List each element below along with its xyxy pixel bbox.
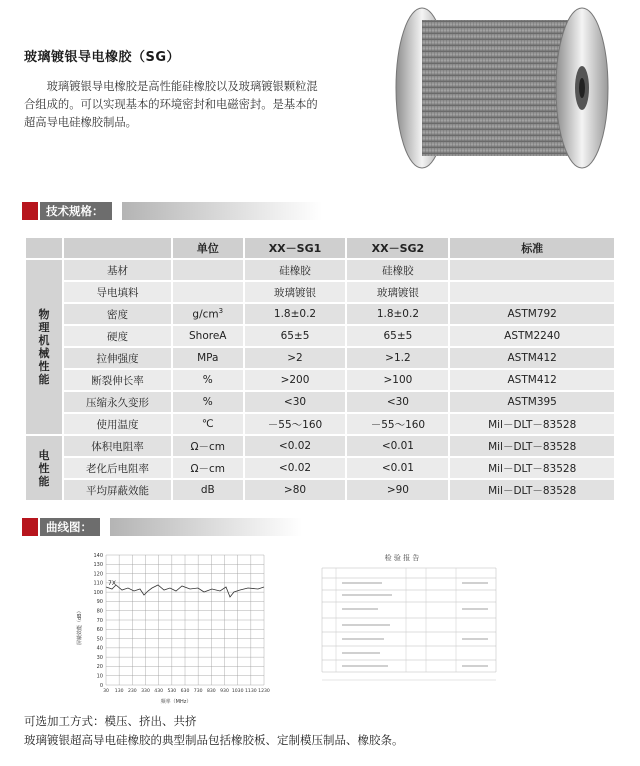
table-row [26,370,614,390]
row-sg1: <30 [245,392,346,412]
x-axis-label: 频率（MHz） [160,699,192,705]
row-sg2: 1.8±0.2 [347,304,448,324]
y-tick-label: 110 [93,580,103,587]
row-unit: ℃ [173,414,243,434]
table-row [26,282,614,302]
graph-grid [106,555,264,685]
inspection-report-thumbnail [316,548,506,690]
x-tick-label: 930 [220,689,229,694]
table-row [26,458,614,478]
row-sg1: 硅橡胶 [245,260,346,280]
row-sg1: >2 [245,348,346,368]
y-tick-label: 120 [93,571,103,578]
row-standard [450,282,614,302]
x-tick-label: 230 [127,689,137,694]
header-sg2: XX－SG2 [347,238,448,258]
product-title: 玻璃镀银导电橡胶（SG） [24,50,181,65]
row-unit [173,282,243,302]
x-tick-label: 1230 [258,689,270,694]
row-item: 断裂伸长率 [64,370,171,390]
row-sg2: <30 [347,392,448,412]
product-intro: 玻璃镀银导电橡胶是高性能硅橡胶以及玻璃镀银颗粒混合组成的。可以实现基本的环境密封和电磁密封。是基本的超高导电硅橡胶制品。 [24,80,318,129]
curve-section-header [22,518,302,536]
row-sg1: 玻璃镀银 [245,282,346,302]
row-item: 使用温度 [64,414,171,434]
x-tick-label: 130 [114,689,124,694]
table-row [26,480,614,500]
table-row [26,326,614,346]
section-marker [22,202,38,220]
x-tick-label: 830 [206,689,216,694]
row-standard: ASTM395 [450,392,614,412]
group-electrical: 电性能 [26,436,62,500]
row-sg2: >100 [347,370,448,390]
y-tick-label: 90 [96,599,103,606]
row-sg1: －55～160 [245,414,346,434]
row-standard: ASTM412 [450,370,614,390]
table-row [26,414,614,434]
y-tick-label: 30 [96,654,103,661]
row-sg1: <0.02 [245,458,346,478]
x-tick-label: 1030 [231,689,244,694]
y-tick-label: 80 [96,608,103,615]
row-sg2: <0.01 [347,436,448,456]
y-tick-label: 0 [99,682,103,689]
table-row [26,436,614,456]
y-tick-label: 140 [93,552,103,559]
row-item: 拉伸强度 [64,348,171,368]
table-row [26,348,614,368]
spec-table-header [26,238,614,258]
row-sg2: 硅橡胶 [347,260,448,280]
row-standard: Mil－DLT－83528 [450,436,614,456]
table-row [26,260,614,280]
row-unit: % [173,392,243,412]
y-tick-label: 20 [96,664,103,671]
x-tick-label: 1130 [244,689,257,694]
row-sg1: 65±5 [245,326,346,346]
curve-section-title: 曲线图： [40,518,100,536]
y-tick-label: 40 [96,645,103,652]
header-unit: 单位 [173,238,243,258]
y-tick-label: 10 [96,673,103,680]
row-sg1: >200 [245,370,346,390]
y-tick-label: 60 [96,627,103,634]
x-tick-label: 30 [103,689,109,694]
y-tick-label: 50 [96,636,103,643]
y-axis-ticks [93,553,103,689]
row-sg2: 玻璃镀银 [347,282,448,302]
row-standard: ASTM792 [450,304,614,324]
row-unit [173,260,243,280]
row-sg1: >80 [245,480,346,500]
x-tick-label: 730 [193,689,203,694]
row-standard: Mil－DLT－83528 [450,414,614,434]
x-tick-label: 530 [167,689,177,694]
row-sg1: 1.8±0.2 [245,304,346,324]
row-item: 基材 [64,260,171,280]
x-axis-ticks [103,688,270,694]
row-item: 体积电阻率 [64,436,171,456]
section-header-fade [122,202,322,220]
x-tick-label: 330 [141,689,150,694]
row-sg2: >90 [347,480,448,500]
spec-section-title: 技术规格： [40,202,112,220]
header-blank-group [26,238,62,258]
row-standard: ASTM2240 [450,326,614,346]
table-row [26,304,614,324]
y-axis-label: 屏蔽效能（dB） [77,608,83,645]
row-unit: % [173,370,243,390]
row-standard [450,260,614,280]
y-tick-label: 130 [93,562,103,569]
table-row [26,392,614,412]
row-item: 密度 [64,304,171,324]
row-unit: dB [173,480,243,500]
typical-products: 玻璃镀银超高导电硅橡胶的典型制品包括橡胶板、定制模压制品、橡胶条。 [24,733,404,747]
header-sg1: XX－SG1 [245,238,346,258]
row-sg1: <0.02 [245,436,346,456]
row-item: 老化后电阻率 [64,458,171,478]
y-tick-label: 70 [96,617,103,624]
header-blank-item [64,238,171,258]
row-sg2: 65±5 [347,326,448,346]
row-unit: $g/cm^3$ [173,304,243,324]
row-standard: Mil－DLT－83528 [450,480,614,500]
row-unit: MPa [173,348,243,368]
processing-notes [24,712,404,750]
spec-table [24,236,616,502]
report-title: 检 验 报 告 [384,554,420,562]
curve-marker-label: 7X [108,580,116,587]
cable-spool-photo [392,4,612,172]
spec-section-header [22,202,322,220]
row-sg2: >1.2 [347,348,448,368]
x-tick-label: 430 [154,689,164,694]
section-header-fade [110,518,302,536]
shielding-curve-graph [72,545,280,705]
section-marker [22,518,38,536]
row-standard: Mil－DLT－83528 [450,458,614,478]
row-item: 硬度 [64,326,171,346]
row-item: 平均屏蔽效能 [64,480,171,500]
row-unit: Ω－cm [173,458,243,478]
group-physical: 物理机械性能 [26,260,62,434]
row-item: 导电填料 [64,282,171,302]
processing-methods: 可选加工方式：模压、挤出、共挤 [24,714,197,728]
x-tick-label: 630 [180,689,190,694]
row-sg2: <0.01 [347,458,448,478]
row-sg2: －55～160 [347,414,448,434]
y-tick-label: 100 [93,589,103,596]
header-standard: 标准 [450,238,614,258]
row-unit: ShoreA [173,326,243,346]
row-item: 压缩永久变形 [64,392,171,412]
row-standard: ASTM412 [450,348,614,368]
row-unit: Ω－cm [173,436,243,456]
